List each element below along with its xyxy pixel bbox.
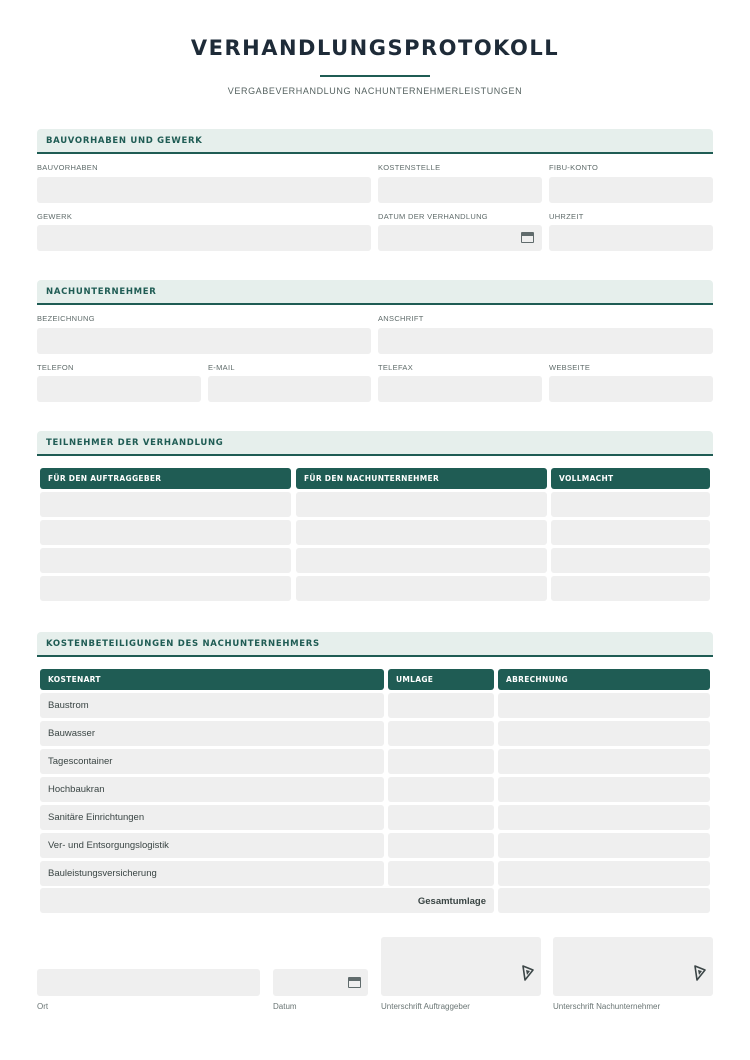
section-title: TEILNEHMER DER VERHANDLUNG [46,438,224,448]
umlage-cell[interactable] [388,693,494,718]
label-kostenstelle: KOSTENSTELLE [378,163,441,172]
teilnehmer-nachunternehmer-cell[interactable] [296,548,547,573]
abrechnung-cell[interactable] [498,861,710,886]
teilnehmer-auftraggeber-cell[interactable] [40,492,291,517]
teilnehmer-auftraggeber-cell[interactable] [40,576,291,601]
abrechnung-cell[interactable] [498,777,710,802]
label-bauvorhaben: BAUVORHABEN [37,163,98,172]
label-telefon: TELEFON [37,363,74,372]
label-email: E-MAIL [208,363,235,372]
section-title: KOSTENBETEILIGUNGEN DES NACHUNTERNEHMERS [46,639,320,649]
kostenart-label: Bauleistungsversicherung [48,868,157,879]
document-subtitle: VERGABEVERHANDLUNG NACHUNTERNEHMERLEISTUNGEN [227,86,523,96]
calendar-icon[interactable] [521,232,534,243]
kostenart-cell [40,693,384,718]
bezeichnung-field[interactable] [37,328,371,354]
kostenart-cell [40,833,384,858]
label-datum: Datum [273,1002,297,1011]
kostenart-label: Hochbaukran [48,784,105,795]
teilnehmer-nachunternehmer-cell[interactable] [296,520,547,545]
label-fibu-konto: FIBU-KONTO [549,163,599,172]
teilnehmer-nachunternehmer-cell[interactable] [296,576,547,601]
kostenart-label: Ver- und Entsorgungslogistik [48,840,169,851]
kostenart-label: Tagescontainer [48,756,113,767]
pen-icon [521,964,535,982]
label-telefax: TELEFAX [378,363,414,372]
abrechnung-cell[interactable] [498,749,710,774]
webseite-field[interactable] [549,376,713,402]
teilnehmer-auftraggeber-cell[interactable] [40,548,291,573]
gesamtumlage-label: Gesamtumlage [417,896,486,907]
label-gewerk: GEWERK [37,212,73,221]
teilnehmer-vollmacht-cell[interactable] [551,520,710,545]
kostenart-cell [40,777,384,802]
bauvorhaben-field[interactable] [37,177,371,203]
section-header-teilnehmer [37,431,713,456]
teilnehmer-vollmacht-cell[interactable] [551,492,710,517]
kostenart-label: Baustrom [48,700,89,711]
umlage-cell[interactable] [388,777,494,802]
kostenart-cell [40,721,384,746]
gesamtumlage-abrechnung-cell[interactable] [498,888,710,913]
gesamtumlage-row [40,888,494,913]
umlage-cell[interactable] [388,721,494,746]
datum-field[interactable] [273,969,368,996]
umlage-cell[interactable] [388,749,494,774]
kostenstelle-field[interactable] [378,177,542,203]
umlage-cell[interactable] [388,805,494,830]
column-header-kostenart: KOSTENART [40,669,384,690]
ort-field[interactable] [37,969,260,996]
kostenart-cell [40,805,384,830]
label-anschrift: ANSCHRIFT [378,314,424,323]
column-header-vollmacht: VOLLMACHT [551,468,710,489]
teilnehmer-vollmacht-cell[interactable] [551,548,710,573]
label-ort: Ort [37,1002,49,1011]
signature-nachunternehmer-field[interactable] [553,937,713,996]
kostenart-label: Bauwasser [48,728,95,739]
umlage-cell[interactable] [388,861,494,886]
document-title: VERHANDLUNGSPROTOKOLL [190,36,560,60]
teilnehmer-vollmacht-cell[interactable] [551,576,710,601]
title-divider [320,75,430,77]
datum-verhandlung-field[interactable] [378,225,542,251]
column-header-nachunternehmer: FÜR DEN NACHUNTERNEHMER [296,468,547,489]
label-bezeichnung: BEZEICHNUNG [37,314,95,323]
teilnehmer-nachunternehmer-cell[interactable] [296,492,547,517]
uhrzeit-field[interactable] [549,225,713,251]
anschrift-field[interactable] [378,328,713,354]
abrechnung-cell[interactable] [498,833,710,858]
umlage-cell[interactable] [388,833,494,858]
label-webseite: WEBSEITE [549,363,591,372]
signature-auftraggeber-field[interactable] [381,937,541,996]
kostenart-cell [40,749,384,774]
section-title: NACHUNTERNEHMER [46,287,157,297]
column-header-auftraggeber: FÜR DEN AUFTRAGGEBER [40,468,291,489]
column-header-umlage: UMLAGE [388,669,494,690]
abrechnung-cell[interactable] [498,693,710,718]
abrechnung-cell[interactable] [498,721,710,746]
label-uhrzeit: UHRZEIT [549,212,584,221]
label-unterschrift-nachunternehmer: Unterschrift Nachunternehmer [553,1002,661,1011]
fibu-konto-field[interactable] [549,177,713,203]
label-datum-verhandlung: DATUM DER VERHANDLUNG [378,212,488,221]
telefon-field[interactable] [37,376,201,402]
telefax-field[interactable] [378,376,542,402]
section-header-nachunternehmer [37,280,713,305]
section-header-bauvorhaben [37,129,713,154]
kostenart-label: Sanitäre Einrichtungen [48,812,145,823]
teilnehmer-auftraggeber-cell[interactable] [40,520,291,545]
kostenart-cell [40,861,384,886]
section-header-kosten [37,632,713,657]
pen-icon [693,964,707,982]
label-unterschrift-auftraggeber: Unterschrift Auftraggeber [381,1002,470,1011]
gewerk-field[interactable] [37,225,371,251]
column-header-abrechnung: ABRECHNUNG [498,669,710,690]
abrechnung-cell[interactable] [498,805,710,830]
email-field[interactable] [208,376,371,402]
section-title: BAUVORHABEN UND GEWERK [46,136,203,146]
calendar-icon[interactable] [348,977,361,988]
